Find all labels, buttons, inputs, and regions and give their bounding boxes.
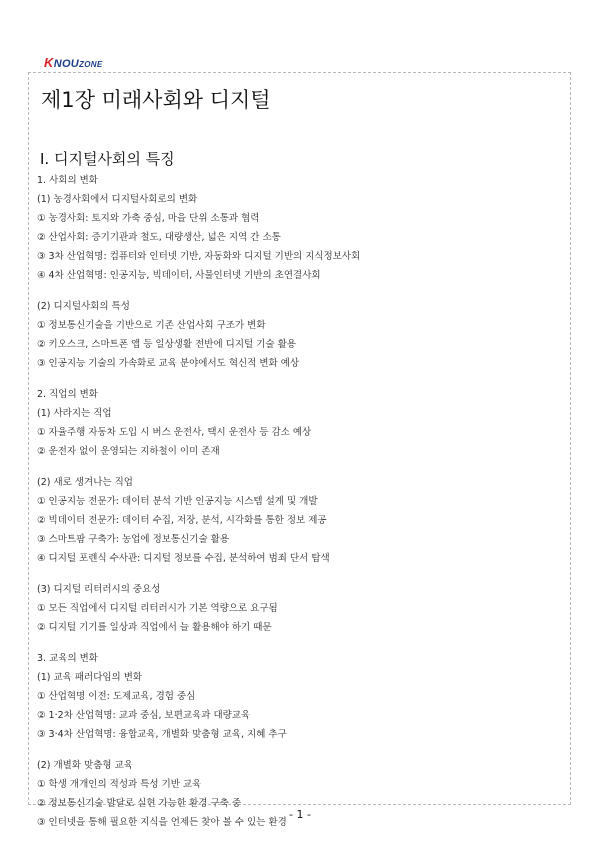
- text-line: ③ 3차 산업혁명: 컴퓨터와 인터넷 기반, 자동화와 디지털 기반의 지식정보사회: [37, 251, 361, 262]
- text-line: ② 1·2차 산업혁명: 교과 중심, 보편교육과 대량교육: [37, 710, 251, 721]
- page-number: - 1 -: [289, 808, 311, 821]
- paragraph-gap: [37, 461, 565, 473]
- section-title: Ⅰ. 디지털사회의 특징: [40, 150, 175, 168]
- text-line: (2) 새로 생겨나는 직업: [37, 477, 133, 488]
- text-line: (1) 교육 패러다임의 변화: [37, 672, 143, 683]
- chapter-title: 제1장 미래사회와 디지털: [41, 88, 271, 112]
- text-line: 3. 교육의 변화: [37, 653, 98, 664]
- paragraph-gap: [37, 373, 565, 385]
- text-line: (1) 농경사회에서 디지털사회로의 변화: [37, 194, 198, 205]
- text-line: ① 모든 직업에서 디지털 리터러시가 기본 역량으로 요구됨: [37, 603, 278, 614]
- text-line: ① 산업혁명 이전: 도제교육, 경험 중심: [37, 691, 196, 702]
- text-line: ③ 3·4차 산업혁명: 융합교육, 개별화 맞춤형 교육, 지혜 추구: [37, 729, 287, 740]
- text-line: ① 농경사회: 토지와 가축 중심, 마을 단위 소통과 협력: [37, 213, 260, 224]
- paragraph-gap: [37, 744, 565, 756]
- text-line: 1. 사회의 변화: [37, 175, 98, 186]
- paragraph-gap: [37, 285, 565, 297]
- document-body: [37, 171, 565, 832]
- text-line: ② 운전자 없이 운영되는 지하철이 이미 존재: [37, 446, 220, 457]
- text-line: (2) 개별화 맞춤형 교육: [37, 760, 133, 771]
- text-line: ③ 스마트팜 구축가: 농업에 정보통신기술 활용: [37, 534, 230, 545]
- text-line: ② 정보통신기술 발달로 실현 가능한 환경 구축 중: [37, 798, 242, 809]
- text-line: (2) 디지털사회의 특성: [37, 301, 130, 312]
- text-line: ③ 인공지능 기술의 가속화로 교육 분야에서도 혁신적 변화 예상: [37, 358, 300, 369]
- text-line: (1) 사라지는 직업: [37, 408, 112, 419]
- text-line: ④ 4차 산업혁명: 인공지능, 빅데이터, 사물인터넷 기반의 초연결사회: [37, 270, 321, 281]
- paragraph-gap: [37, 568, 565, 580]
- text-line: ④ 디지털 포렌식 수사관: 디지털 정보를 수집, 분석하여 범죄 단서 탐색: [37, 553, 330, 564]
- text-line: ③ 인터넷을 통해 필요한 지식을 언제든 찾아 볼 수 있는 환경: [37, 817, 287, 828]
- paragraph-gap: [37, 637, 565, 649]
- text-line: (3) 디지털 리터러시의 중요성: [37, 584, 161, 595]
- text-line: ① 자율주행 자동차 도입 시 버스 운전사, 택시 운전사 등 감소 예상: [37, 427, 312, 438]
- text-line: ① 인공지능 전문가: 데이터 분석 기반 인공지능 시스템 설계 및 개발: [37, 496, 318, 507]
- text-line: ② 빅데이터 전문가: 데이터 수집, 저장, 분석, 시각화를 통한 정보 제공: [37, 515, 327, 526]
- text-line: ① 학생 개개인의 적성과 특성 기반 교육: [37, 779, 202, 790]
- text-line: ① 정보통신기술을 기반으로 기존 산업사회 구조가 변화: [37, 320, 266, 331]
- text-line: ② 디지털 기기를 일상과 직업에서 늘 활용해야 하기 때문: [37, 622, 272, 633]
- knouzone-logo: KNOUZONE: [44, 55, 103, 70]
- text-line: ② 산업사회: 증기기관과 철도, 대량생산, 넓은 지역 간 소통: [37, 232, 281, 243]
- text-line: 2. 직업의 변화: [37, 389, 98, 400]
- text-line: ② 키오스크, 스마트폰 앱 등 일상생활 전반에 디지털 기술 활용: [37, 339, 296, 350]
